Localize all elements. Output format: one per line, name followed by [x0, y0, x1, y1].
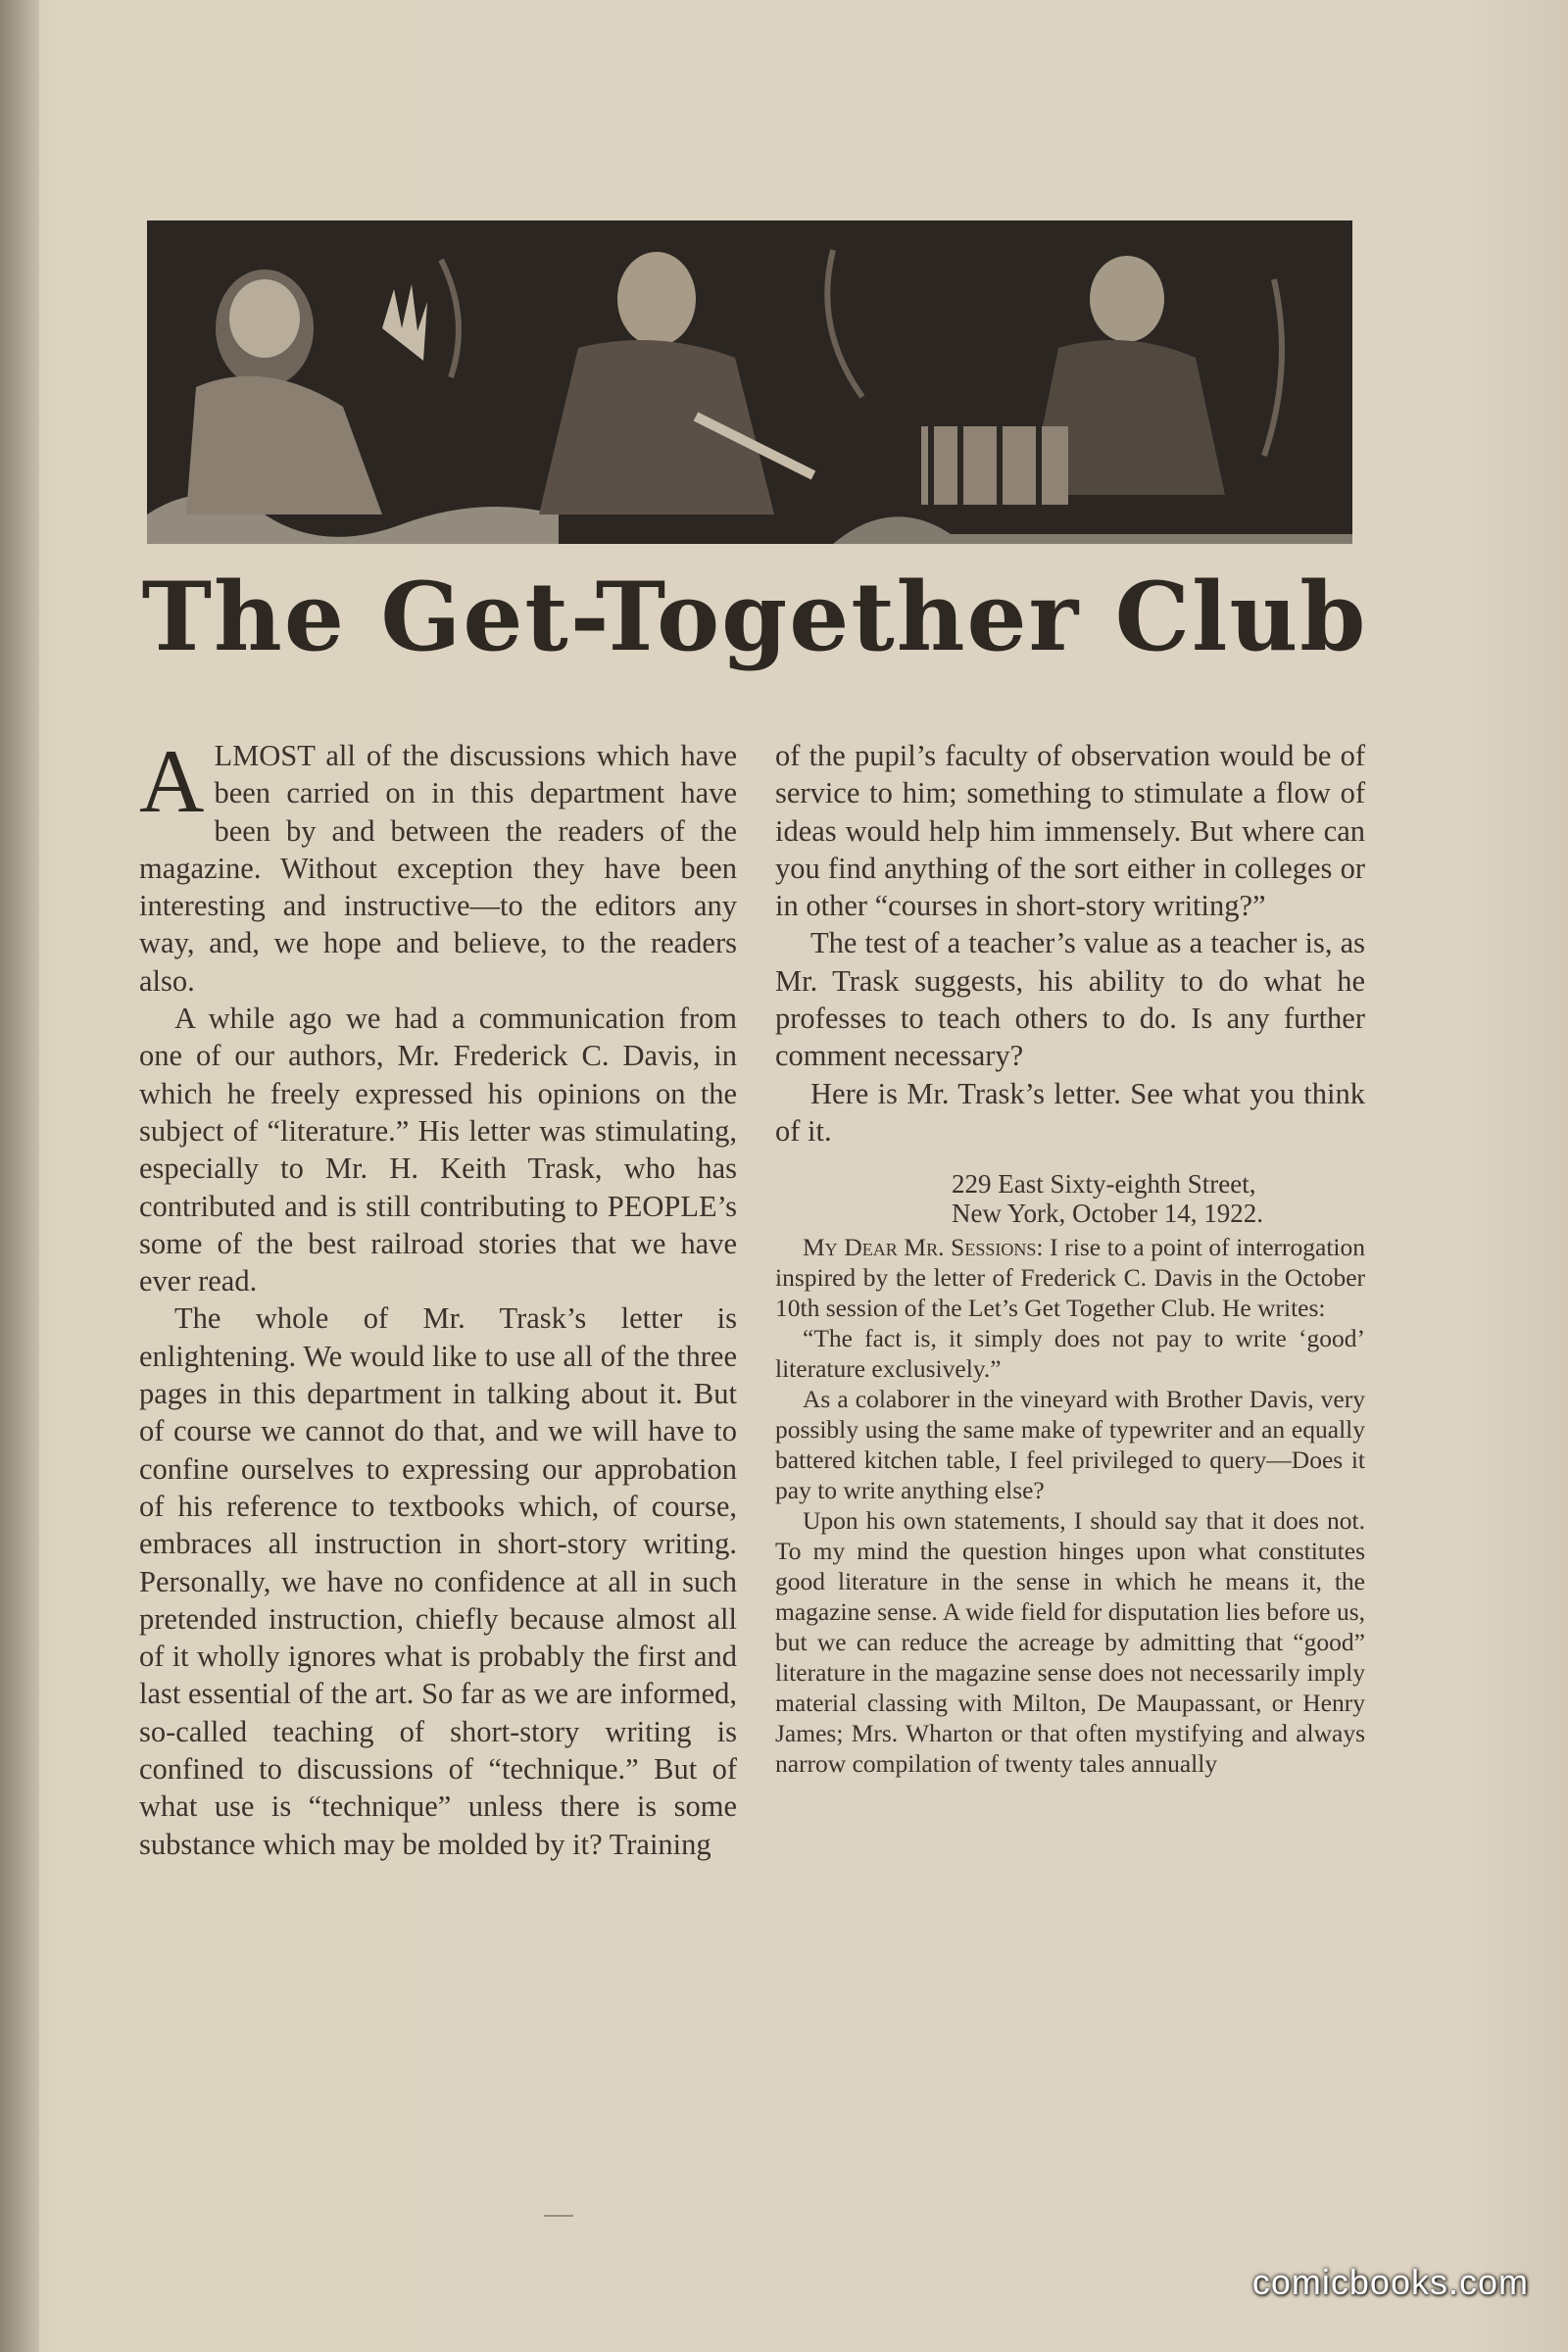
paragraph-continued: of the pupil’s faculty of observation would be of service to him; something to stimulate a flow of ideas would help him immensely. But where can you find anything of the sort either in colleges or in other “courses in short-story writing?”: [775, 739, 1365, 923]
letter-paragraph-1: [775, 1232, 1365, 1323]
address-line-2: New York, October 14, 1922.: [952, 1199, 1263, 1229]
letter-paragraph-3: As a colaborer in the vineyard with Brother Davis, very possibly using the same make of typewriter and an equally battered kitchen table, I feel privileged to query—Does it pay to write anything else?: [775, 1385, 1365, 1505]
letter-address: [952, 1169, 1365, 1228]
intro-paragraph: [139, 731, 737, 1000]
letter-salutation: My Dear Mr. Sessions:: [803, 1233, 1044, 1262]
paragraph-teacher-test: The test of a teacher’s value as a teacher is, as Mr. Trask suggests, his ability to do what he professes to teach others to do. Is any further comment necessary?: [775, 926, 1365, 1073]
site-watermark: comicbooks.com: [1251, 2262, 1529, 2302]
left-column: [139, 731, 737, 1863]
right-column: [775, 737, 1365, 1779]
paragraph-trask-letter: The whole of Mr. Trask’s letter is enlightening. We would like to use all of the three pages in this department in talking about it. But of course we cannot do that, and we will have to confine ourselves to expressing our approbation of his reference to textbooks which, of course, embraces all instruction in short-story writing. Personally, we have no confidence at all in such pretended instruction, chiefly because almost all of it wholly ignores what is probably the first and last essential of the art. So far as we are informed, so-called teaching of short-story writing is confined to discussions of “technique.” But of what use is “technique” unless there is some substance which may be molded by it? Training: [139, 1301, 737, 1861]
letter-quote: “The fact is, it simply does not pay to write ‘good’ literature exclusively.”: [775, 1324, 1365, 1384]
header-illustration: [147, 220, 1352, 544]
page-mark: [544, 2215, 573, 2217]
drop-cap: A: [139, 731, 205, 831]
article-title: The Get-Together Club: [141, 562, 1368, 672]
address-line-1: 229 East Sixty-eighth Street,: [952, 1169, 1256, 1200]
letter-body: [775, 1232, 1365, 1779]
letter-paragraph-1-text: I rise to a point of interrogation inspired by the letter of Frederick C. Davis in the October 10th session of the Let’s Get Together Club. He writes:: [775, 1233, 1365, 1323]
paragraph-davis: A while ago we had a communication from one of our authors, Mr. Frederick C. Davis, in which he freely expressed his opinions on the subject of “literature.” His letter was stimulating, especially to Mr. H. Keith Trask, who has contributed and is still contributing to PEOPLE’s some of the best railroad stories that we have ever read.: [139, 1002, 737, 1298]
intro-text: LMOST all of the discussions which have been carried on in this department have been by and between the readers of the magazine. Without exception they have been interesting and instructive—to the editors any way, and, we hope and believe, to the readers also.: [139, 739, 737, 998]
paragraph-here-is-letter: Here is Mr. Trask’s letter. See what you think of it.: [775, 1076, 1365, 1148]
letter-paragraph-4: Upon his own statements, I should say that it does not. To my mind the question hinges upon what constitutes good literature in the sense in which he means it, the magazine sense. A wide field for disputation lies before us, but we can reduce the acreage by admitting that “good” literature in the magazine sense does not necessarily imply material classing with Milton, De Maupassant, or Henry James; Mrs. Wharton or that often mystifying and always narrow compilation of twenty tales annually: [775, 1506, 1365, 1779]
page-spine-shadow: [0, 0, 39, 2352]
